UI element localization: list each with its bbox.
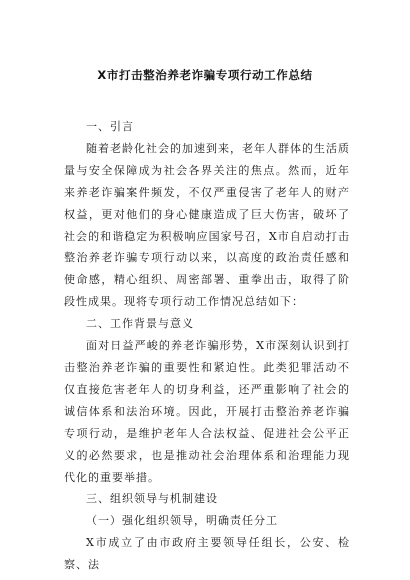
- section-heading-organization: 三、组织领导与机制建设: [86, 492, 218, 506]
- subsection-heading-leadership: （一）强化组织领导，明确责任分工: [86, 514, 278, 528]
- paragraph-leadership: X市成立了由市政府主要领导任组长，公安、检察、法: [64, 536, 350, 572]
- paragraph-introduction: 随着老龄化社会的加速到来，老年人群体的生活质量与安全保障成为社会各界关注的焦点。然而，近年来养老诈骗案件频发，不仅严重侵害了老年人的财产权益，更对他们的身心健康造成了巨大伤害，破坏了社会的和谐稳定为积极响应国家号召，X市自启动打击整治养老诈骗专项行动以来，以高度的政治责任感和使命感，精心组织、周密部署、重拳出击，取得了阶段性成果。现将专项行动工作情况总结如下：: [64, 141, 350, 309]
- paragraph-background: 面对日益严峻的养老诈骗形势，X市深刻认识到打击整治养老诈骗的重要性和紧迫性。此类犯罪活动不仅直接危害老年人的切身利益，还严重影响了社会的诚信体系和法治环境。因此，开展打击整治养老诈骗专项行动，是维护老年人合法权益、促进社会公平正义的必然要求，也是推动社会治理体系和治理能力现代化的重要举措。: [64, 339, 350, 484]
- document-body: [64, 116, 350, 576]
- document-title: X市打击整治养老诈骗专项行动工作总结: [97, 68, 313, 82]
- section-heading-introduction: 一、引言: [86, 120, 134, 133]
- section-heading-background: 二、工作背景与意义: [86, 317, 194, 331]
